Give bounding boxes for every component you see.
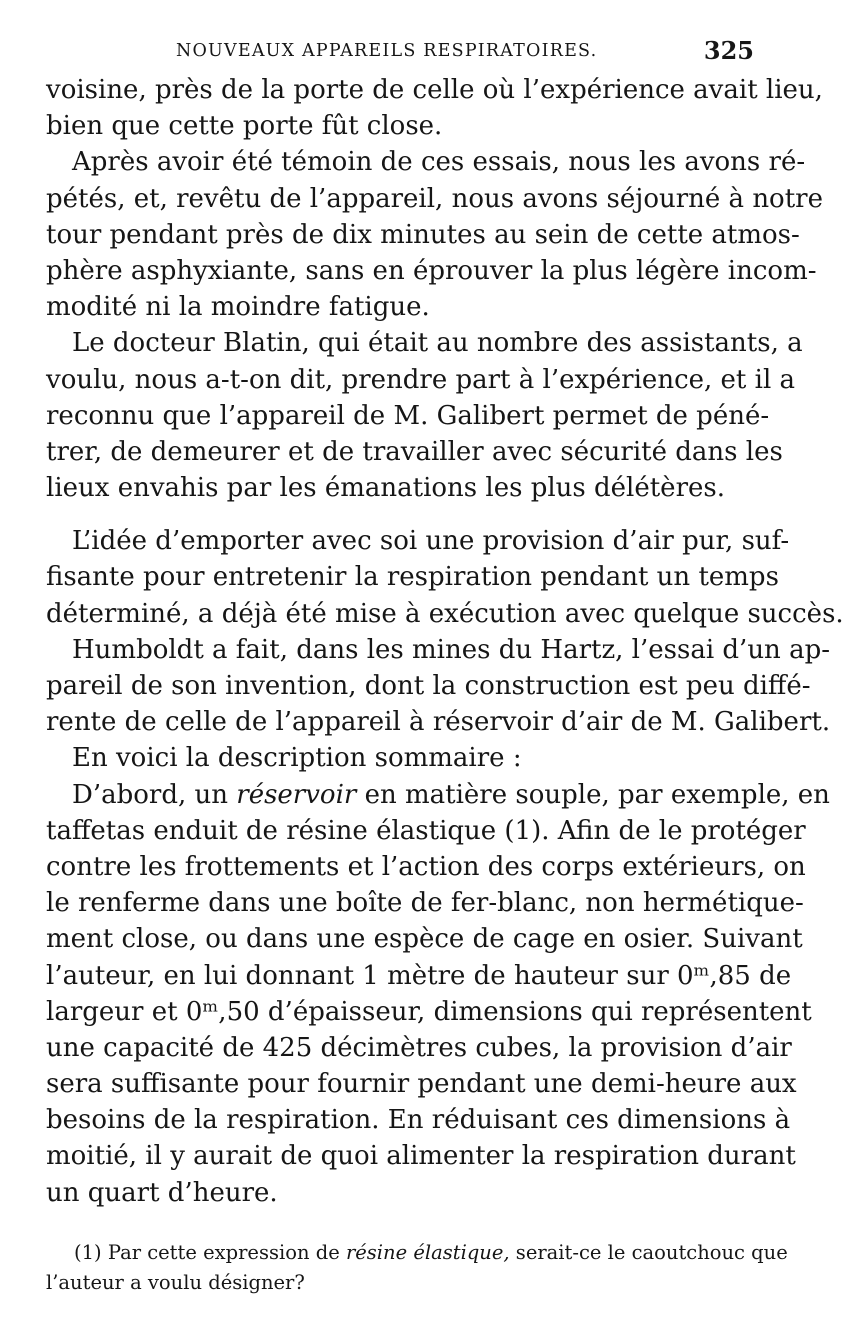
text-line: pareil de son invention, dont la construction est peu diffé- [46, 671, 811, 701]
text-line: L’idée d’emporter avec soi une provision d’air pur, suf- [72, 526, 790, 557]
paragraph [46, 740, 758, 776]
text-run: (1) Par cette expression de [74, 1241, 346, 1264]
text-line: contre les frottements et l’action des corps extérieurs, on [46, 851, 806, 882]
text-line: fisante pour entretenir la respiration pendant un temps [46, 562, 779, 593]
text-line: Après avoir été témoin de ces essais, nous les avons ré- [72, 147, 806, 178]
footnote [46, 1238, 788, 1298]
page-number: 325 [703, 36, 754, 65]
text-run: en matière souple, par exemple, en [356, 779, 830, 810]
text-line: Le docteur Blatin, qui était au nombre des assistants, a [72, 328, 803, 359]
text-line: lieux envahis par les émanations les plus délétères. [46, 473, 725, 504]
text-line: ment close, ou dans une espèce de cage en osier. Suivant [46, 924, 803, 955]
text-run: serait-ce le caoutchouc que [509, 1241, 788, 1264]
text-line: trer, de demeurer et de travailler avec sécurité dans les [46, 436, 783, 467]
text-line: reconnu que l’appareil de M. Galibert permet de péné- [46, 400, 770, 431]
text-line: voulu, nous a-t-on dit, prendre part à l’expérience, et il a [46, 364, 796, 395]
running-head [46, 34, 758, 68]
paragraph [46, 325, 803, 506]
text-line: taffetas enduit de résine élastique (1). Afin de le protéger [46, 815, 806, 846]
text-line: modité ni la moindre fatigue. [46, 292, 430, 323]
text-line: largeur et 0ᵐ,50 d’épaisseur, dimensions qui représentent [46, 996, 812, 1027]
paragraph [46, 632, 831, 741]
text-line: bien que cette porte fût close. [46, 111, 443, 142]
paragraph [46, 777, 830, 1211]
text-run: D’abord, un [72, 779, 237, 810]
text-line: l’auteur, en lui donnant 1 mètre de hauteur sur 0ᵐ,85 de [46, 960, 792, 991]
running-title: NOUVEAUX APPAREILS RESPIRATOIRES. [176, 41, 598, 61]
text-line: voisine, près de la porte de celle où l’expérience avait lieu, [46, 75, 823, 105]
text-line: un quart d’heure. [46, 1177, 278, 1208]
body-text [46, 72, 844, 1211]
text-line: une capacité de 425 décimètres cubes, la provision d’air [46, 1032, 792, 1063]
text-line: pétés, et, revêtu de l’appareil, nous avons séjourné à notre [46, 183, 823, 214]
text-line: le renferme dans une boîte de fer-blanc, non hermétique- [46, 888, 804, 919]
paragraph [46, 72, 823, 144]
text-line: phère asphyxiante, sans en éprouver la plus légère incom- [46, 255, 817, 286]
text-line: tour pendant près de dix minutes au sein de cette atmos- [46, 219, 800, 250]
text-line: moitié, il y aurait de quoi alimenter la respiration durant [46, 1141, 796, 1172]
paragraph-gap [46, 506, 758, 523]
text-line [46, 777, 830, 813]
paragraph [46, 144, 823, 325]
italic-term: résine élastique, [345, 1241, 510, 1264]
text-line: Humboldt a fait, dans les mines du Hartz, l’essai d’un ap- [72, 634, 830, 665]
italic-term: réservoir [236, 779, 357, 810]
footnote-line [46, 1238, 788, 1268]
text-line: rente de celle de l’appareil à réservoir d’air de M. Galibert. [46, 707, 831, 738]
footnote-line: l’auteur a voulu désigner? [46, 1271, 305, 1294]
text-line: déterminé, a déjà été mise à exécution avec quelque succès. [46, 598, 844, 629]
text-line: En voici la description sommaire : [72, 743, 522, 774]
text-line: sera suffisante pour fournir pendant une demi-heure aux [46, 1069, 797, 1100]
book-page [46, 0, 844, 1338]
paragraph [46, 523, 844, 632]
text-line: besoins de la respiration. En réduisant ces dimensions à [46, 1105, 791, 1136]
